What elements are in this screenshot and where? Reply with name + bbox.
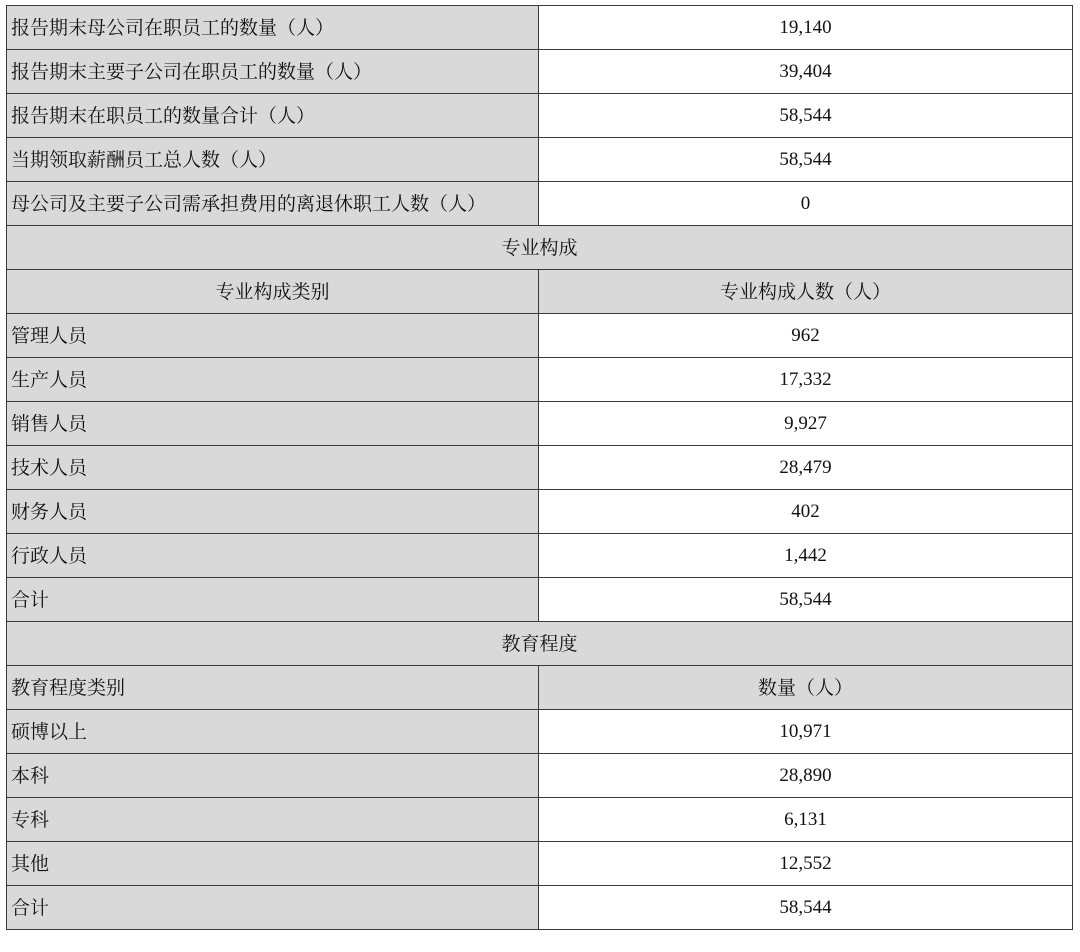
- row-label: 销售人员: [7, 402, 539, 446]
- row-value: 1,442: [539, 534, 1073, 578]
- row-label: 合计: [7, 578, 539, 622]
- row-label: 合计: [7, 886, 539, 930]
- column-header-row: [7, 666, 1073, 710]
- row-label: 报告期末主要子公司在职员工的数量（人）: [7, 50, 539, 94]
- row-value: 58,544: [539, 886, 1073, 930]
- row-value: 39,404: [539, 50, 1073, 94]
- row-label: 专科: [7, 798, 539, 842]
- row-value: 19,140: [539, 6, 1073, 50]
- row-value: 28,479: [539, 446, 1073, 490]
- row-value: 10,971: [539, 710, 1073, 754]
- table-row: [7, 50, 1073, 94]
- table-row: [7, 446, 1073, 490]
- table-row: [7, 138, 1073, 182]
- table-row: [7, 886, 1073, 930]
- column-header-category: 专业构成类别: [7, 270, 539, 314]
- table-row: [7, 314, 1073, 358]
- row-value: 58,544: [539, 94, 1073, 138]
- section-header-row: [7, 226, 1073, 270]
- column-header-category: 教育程度类别: [7, 666, 539, 710]
- row-value: 58,544: [539, 578, 1073, 622]
- table-row: [7, 358, 1073, 402]
- row-value: 17,332: [539, 358, 1073, 402]
- table-row: [7, 534, 1073, 578]
- row-label: 技术人员: [7, 446, 539, 490]
- column-header-count: 专业构成人数（人）: [539, 270, 1073, 314]
- row-value: 28,890: [539, 754, 1073, 798]
- row-value: 962: [539, 314, 1073, 358]
- row-label: 母公司及主要子公司需承担费用的离退休职工人数（人）: [7, 182, 539, 226]
- row-label: 硕博以上: [7, 710, 539, 754]
- section-title-education: 教育程度: [7, 622, 1073, 666]
- table-row: [7, 578, 1073, 622]
- table-row: [7, 754, 1073, 798]
- table-row: [7, 798, 1073, 842]
- row-value: 0: [539, 182, 1073, 226]
- column-header-count: 数量（人）: [539, 666, 1073, 710]
- row-value: 58,544: [539, 138, 1073, 182]
- section-title-professional: 专业构成: [7, 226, 1073, 270]
- table-row: [7, 710, 1073, 754]
- employee-table: [6, 5, 1073, 930]
- row-label: 报告期末母公司在职员工的数量（人）: [7, 6, 539, 50]
- row-label: 管理人员: [7, 314, 539, 358]
- row-label: 当期领取薪酬员工总人数（人）: [7, 138, 539, 182]
- table-row: [7, 94, 1073, 138]
- row-label: 报告期末在职员工的数量合计（人）: [7, 94, 539, 138]
- row-label: 行政人员: [7, 534, 539, 578]
- table-row: [7, 402, 1073, 446]
- table-row: [7, 182, 1073, 226]
- table-row: [7, 842, 1073, 886]
- section-header-row: [7, 622, 1073, 666]
- row-label: 生产人员: [7, 358, 539, 402]
- row-value: 402: [539, 490, 1073, 534]
- column-header-row: [7, 270, 1073, 314]
- row-label: 其他: [7, 842, 539, 886]
- row-value: 6,131: [539, 798, 1073, 842]
- table-row: [7, 6, 1073, 50]
- row-value: 12,552: [539, 842, 1073, 886]
- row-label: 财务人员: [7, 490, 539, 534]
- row-value: 9,927: [539, 402, 1073, 446]
- row-label: 本科: [7, 754, 539, 798]
- table-row: [7, 490, 1073, 534]
